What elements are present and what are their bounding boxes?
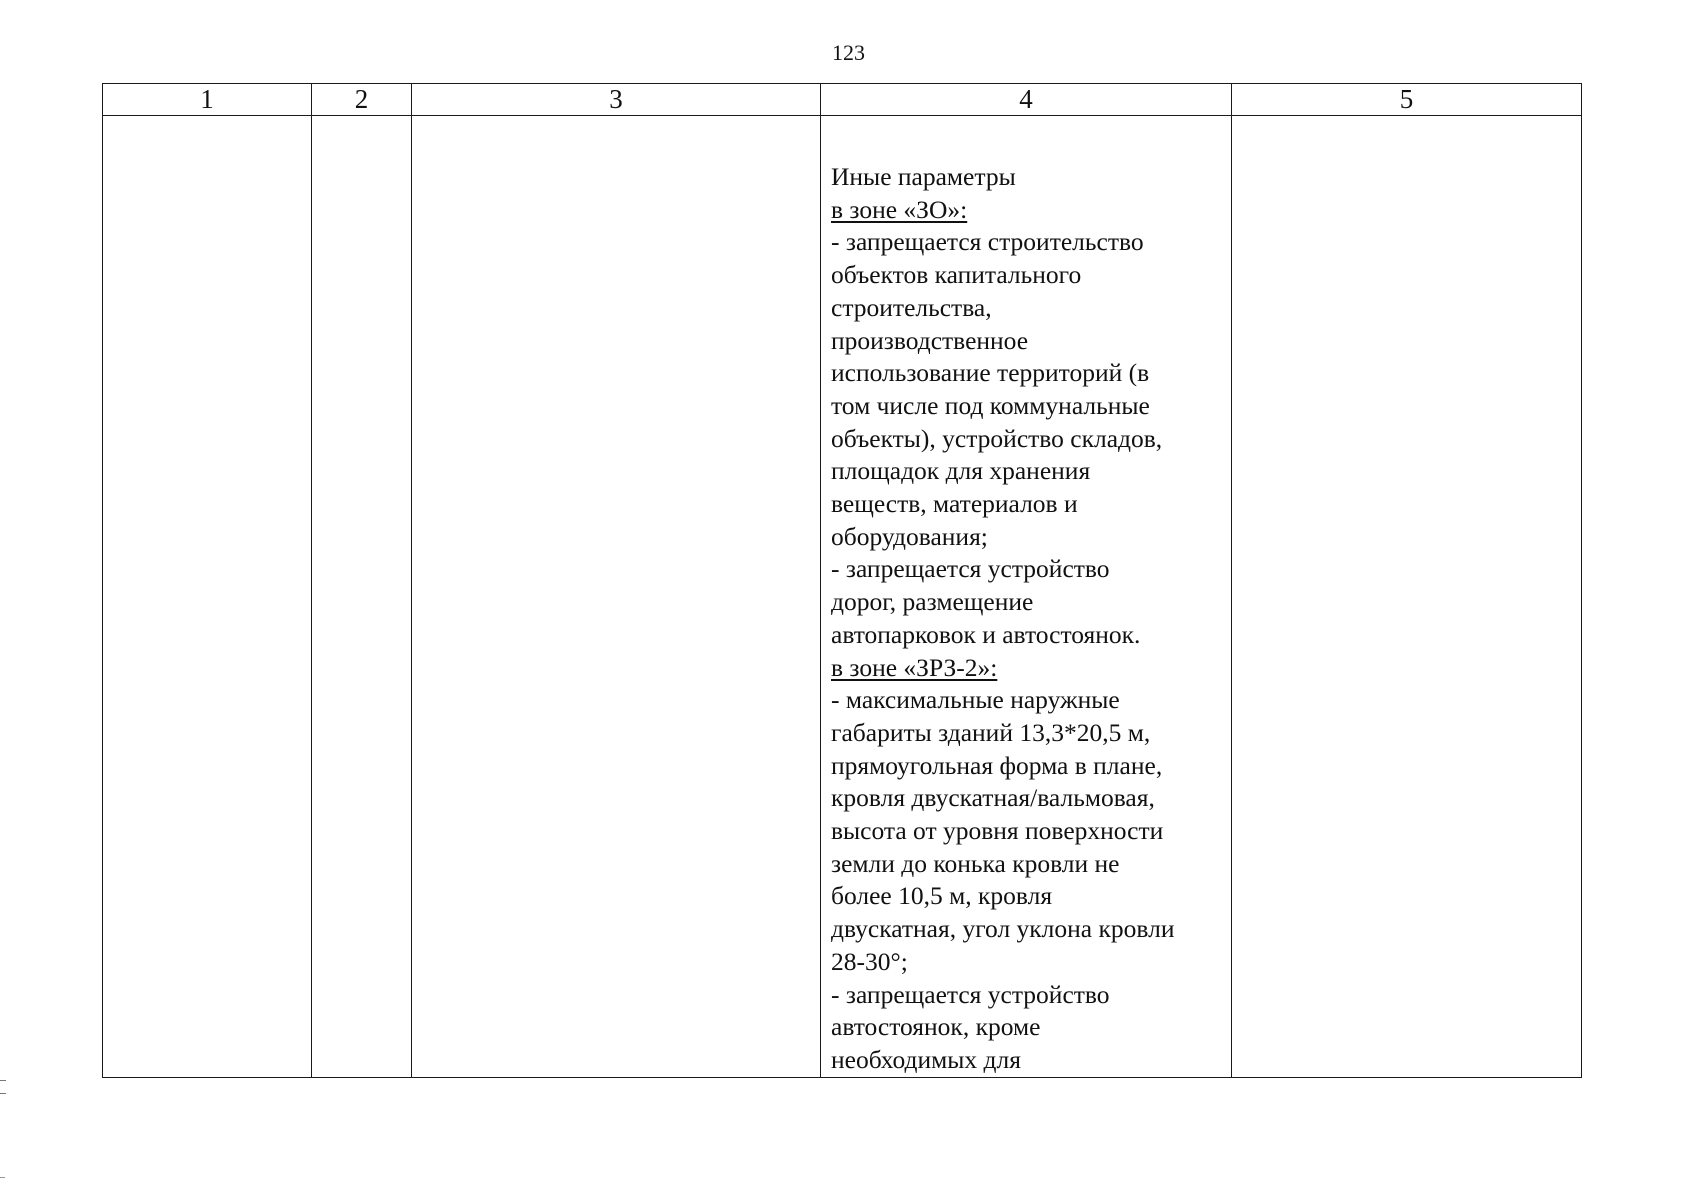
zone-heading: в зоне «ЗО»:: [831, 194, 968, 224]
text-line: строительства,: [831, 292, 992, 322]
text-line: кровля двускатная/вальмовая,: [831, 783, 1155, 813]
scan-margin-tick: [0, 1177, 5, 1178]
text-line: - запрещается устройство: [831, 979, 1110, 1009]
text-line: использование территорий (в: [831, 358, 1150, 388]
text-line: том числе под коммунальные: [831, 390, 1150, 420]
header-col-2: 2: [312, 84, 412, 116]
text-line: объекты), устройство складов,: [831, 423, 1163, 453]
text-line: габариты зданий 13,3*20,5 м,: [831, 717, 1151, 747]
page-number: 123: [832, 40, 865, 65]
text-line: веществ, материалов и: [831, 489, 1078, 519]
text-line: - максимальные наружные: [831, 685, 1120, 715]
text-line: оборудования;: [831, 521, 988, 551]
text-line: дорог, размещение: [831, 587, 1034, 617]
parameters-text: [821, 116, 1231, 1077]
text-line: прямоугольная форма в плане,: [831, 750, 1163, 780]
cell-col-4: [821, 116, 1232, 1078]
cell-col-2: [312, 116, 412, 1078]
text-line: - запрещается устройство: [831, 554, 1110, 584]
cell-col-1: [103, 116, 312, 1078]
cell-col-5: [1232, 116, 1582, 1078]
text-line: более 10,5 м, кровля: [831, 881, 1053, 911]
table-header-row: [103, 84, 1582, 116]
text-line: автостоянок, кроме: [831, 1012, 1041, 1042]
text-line: - запрещается строительство: [831, 227, 1144, 257]
header-col-3: 3: [412, 84, 821, 116]
text-line: площадок для хранения: [831, 456, 1091, 486]
header-col-1: 1: [103, 84, 312, 116]
cell-col-3: [412, 116, 821, 1078]
header-col-4: 4: [821, 84, 1232, 116]
regulations-table: [102, 83, 1582, 1078]
text-line: производственное: [831, 325, 1029, 355]
text-line: объектов капитального: [831, 260, 1082, 290]
header-col-5: 5: [1232, 84, 1582, 116]
text-line: земли до конька кровли не: [831, 848, 1120, 878]
text-line: автопарковок и автостоянок.: [831, 619, 1141, 649]
text-line: Иные параметры: [831, 162, 1016, 191]
text-line: необходимых для: [831, 1044, 1021, 1074]
text-line: 28-30°;: [831, 946, 908, 976]
table-row: [103, 116, 1582, 1078]
scan-margin-mark: [0, 1080, 6, 1094]
zone-heading: в зоне «ЗРЗ-2»:: [831, 652, 998, 682]
text-line: двускатная, угол уклона кровли: [831, 914, 1175, 944]
text-line: высота от уровня поверхности: [831, 816, 1164, 846]
